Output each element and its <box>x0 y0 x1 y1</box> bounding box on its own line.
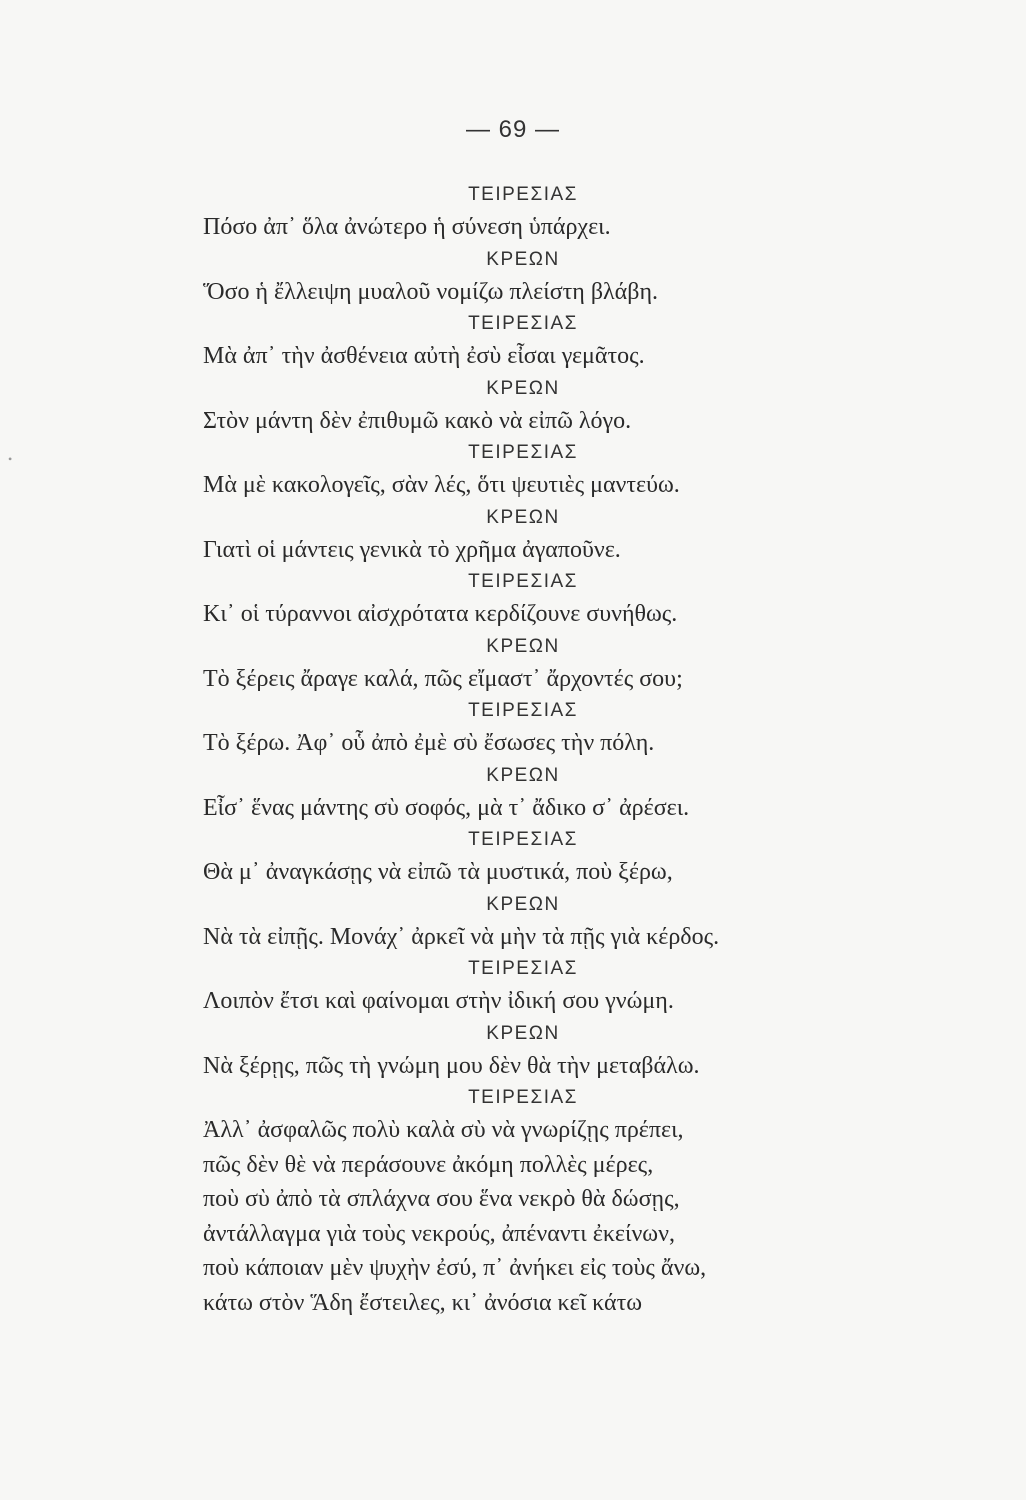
verse-line: Τὸ ξέρω. Ἀφ᾽ οὗ ἀπὸ ἐμὲ σὺ ἔσωσες τὴν πόλη. <box>203 730 655 756</box>
exchange-block <box>203 438 843 503</box>
speaker-name: ΤΕΙΡΕΣΙΑΣ <box>468 958 578 979</box>
verse-line: πῶς δὲν θὲ νὰ περάσουνε ἀκόμη πολλὲς μέρες, <box>203 1151 654 1178</box>
speaker-name: ΤΕΙΡΕΣΙΑΣ <box>468 442 578 463</box>
speaker-name: ΤΕΙΡΕΣΙΑΣ <box>468 571 578 592</box>
exchange-block <box>203 503 843 568</box>
verse-line: κάτω στὸν Ἅδη ἔστειλες, κι᾽ ἀνόσια κεῖ κάτω <box>203 1289 643 1316</box>
verse-line: Ἀλλ᾽ ἀσφαλῶς πολὺ καλὰ σὺ νὰ γνωρίζῃς πρέπει, <box>203 1117 684 1143</box>
verse-line: Εἶσ᾽ ἕνας μάντης σὺ σοφός, μὰ τ᾽ ἄδικο σ᾽ ἀρέσει. <box>203 794 690 821</box>
speaker-name: ΚΡΕΩΝ <box>486 248 560 270</box>
verse-line: ποὺ σὺ ἀπὸ τὰ σπλάχνα σου ἕνα νεκρὸ θὰ δώσῃς, <box>203 1186 680 1212</box>
verse-line: Μὰ μὲ κακολογεῖς, σὰν λές, ὅτι ψευτιὲς μαντεύω. <box>203 472 680 498</box>
speaker-name: ΚΡΕΩΝ <box>486 893 560 915</box>
verse-line: Λοιπὸν ἔτσι καὶ φαίνομαι στὴν ἰδική σου γνώμη. <box>203 988 674 1014</box>
exchange-block <box>203 567 843 632</box>
verse-line: Γιατὶ οἱ μάντεις γενικὰ τὸ χρῆμα ἀγαποῦνε. <box>203 536 621 563</box>
verse-line: ἀντάλλαγμα γιὰ τοὺς νεκρούς, ἀπέναντι ἐκείνων, <box>203 1220 675 1247</box>
verse-line: Νὰ τὰ εἰπῇς. Μονάχ᾽ ἀρκεῖ νὰ μὴν τὰ πῇς γιὰ κέρδος. <box>203 923 720 950</box>
exchange-block <box>203 761 843 826</box>
verse-line: Πόσο ἀπ᾽ ὅλα ἀνώτερο ἡ σύνεση ὑπάρχει. <box>203 214 611 240</box>
speaker-name: ΚΡΕΩΝ <box>486 764 560 786</box>
speaker-name: ΚΡΕΩΝ <box>486 377 560 399</box>
exchange-block <box>203 696 843 761</box>
speaker-name: ΤΕΙΡΕΣΙΑΣ <box>468 829 578 850</box>
exchange-block <box>203 825 843 890</box>
speaker-name: ΚΡΕΩΝ <box>486 506 560 528</box>
exchange-block <box>203 180 843 245</box>
speaker-name: ΤΕΙΡΕΣΙΑΣ <box>468 184 578 205</box>
verse-line: ποὺ κάποιαν μὲν ψυχὴν ἐσύ, π᾽ ἀνήκει εἰς τοὺς ἄνω, <box>203 1255 707 1281</box>
speaker-name: ΚΡΕΩΝ <box>486 1022 560 1044</box>
verse-line: Στὸν μάντη δὲν ἐπιθυμῶ κακὸ νὰ εἰπῶ λόγο. <box>203 407 632 434</box>
verse-line: Ὅσο ἡ ἔλλειψη μυαλοῦ νομίζω πλείστη βλάβη. <box>203 278 659 305</box>
speaker-name: ΤΕΙΡΕΣΙΑΣ <box>468 700 578 721</box>
verse-line: Κι᾽ οἱ τύραννοι αἰσχρότατα κερδίζουνε συνήθως. <box>203 601 678 627</box>
exchange-block <box>203 374 843 439</box>
exchange-block <box>203 309 843 374</box>
verse-line: Τὸ ξέρεις ἄραγε καλά, πῶς εἴμαστ᾽ ἄρχοντές σου; <box>203 665 683 692</box>
verse-line: Νὰ ξέρῃς, πῶς τὴ γνώμη μου δὲν θὰ τὴν μεταβάλω. <box>203 1052 700 1079</box>
margin-mark: • <box>8 452 13 466</box>
exchange-block <box>203 632 843 697</box>
dialogue-body <box>203 180 843 1320</box>
exchange-block <box>203 1083 843 1320</box>
exchange-block <box>203 890 843 955</box>
speaker-name: ΤΕΙΡΕΣΙΑΣ <box>468 1087 578 1108</box>
verse-line: Θὰ μ᾽ ἀναγκάσῃς νὰ εἰπῶ τὰ μυστικά, ποὺ ξέρω, <box>203 859 673 885</box>
exchange-block <box>203 954 843 1019</box>
verse-line: Μὰ ἀπ᾽ τὴν ἀσθένεια αὐτὴ ἐσὺ εἶσαι γεμᾶτος. <box>203 343 645 369</box>
exchange-block <box>203 245 843 310</box>
exchange-block <box>203 1019 843 1084</box>
page-number: — 69 — <box>465 116 561 143</box>
speaker-name: ΤΕΙΡΕΣΙΑΣ <box>468 313 578 334</box>
speaker-name: ΚΡΕΩΝ <box>486 635 560 657</box>
